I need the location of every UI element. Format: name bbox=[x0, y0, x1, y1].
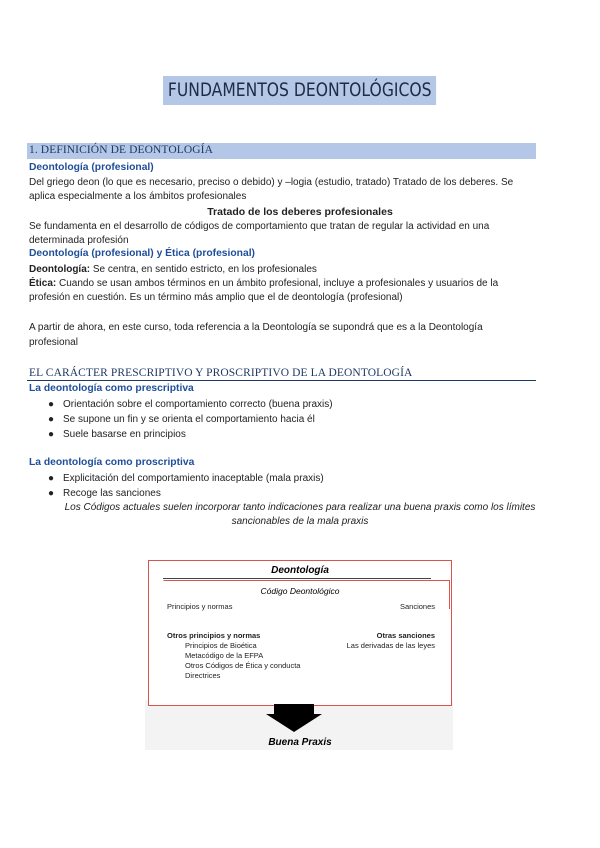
bullet-icon: ● bbox=[48, 488, 55, 499]
diagram-other-sanctions: Otras sanciones bbox=[376, 631, 435, 640]
diagram-principle-item: Otros Códigos de Ética y conducta bbox=[185, 661, 301, 670]
diagram-principle-item: Principios de Bioética bbox=[185, 641, 257, 650]
proscriptiva-list bbox=[44, 471, 324, 501]
section1-paragraph2-line2: determinada profesión bbox=[29, 235, 129, 246]
bullet-icon: ● bbox=[48, 473, 55, 484]
section1-subheading-deontologia: Deontología (profesional) bbox=[29, 162, 154, 173]
etica-definition-line1 bbox=[29, 277, 571, 292]
section1-paragraph1-line1: Del griego deon (lo que es necesario, preciso o debido) y –logia (estudio, tratado) Tratado de los deberes. Se bbox=[29, 177, 514, 188]
diagram-subtitle: Código Deontológico bbox=[260, 586, 340, 596]
diagram-sanctions-label: Sanciones bbox=[399, 602, 435, 611]
section2-subheading-proscriptiva: La deontología como proscriptiva bbox=[29, 457, 195, 468]
bullet-icon: ● bbox=[48, 399, 55, 410]
bullet-icon: ● bbox=[48, 414, 55, 425]
title-wrap bbox=[0, 76, 600, 105]
section1-subheading-etica: Deontología (profesional) y Ética (profesional) bbox=[29, 248, 255, 259]
diagram-principle-item: Metacódigo de la EFPA bbox=[185, 651, 264, 660]
deontologia-diagram bbox=[148, 560, 452, 706]
section2-heading: EL CARÁCTER PRESCRIPTIVO Y PROSCRIPTIVO DE LA DEONTOLOGÍA bbox=[29, 367, 413, 379]
deontologia-text: Se centra, en sentido estricto, en los profesionales bbox=[90, 264, 317, 275]
section2-underline bbox=[27, 380, 536, 381]
prescriptiva-list bbox=[44, 397, 333, 442]
diagram-sanctions-item: Las derivadas de las leyes bbox=[346, 641, 435, 650]
section1-paragraph3-line1: A partir de ahora, en este curso, toda referencia a la Deontología se supondrá que es a la Deontología bbox=[29, 322, 483, 333]
deontologia-definition bbox=[29, 263, 571, 278]
diagram-principle-item: Directrices bbox=[185, 671, 221, 680]
codes-note-line1: Los Códigos actuales suelen incorporar tanto indicaciones para realizar una buena praxis como los límites bbox=[64, 502, 536, 513]
bullet-icon: ● bbox=[48, 429, 55, 440]
list-item: ● Explicitación del comportamiento inaceptable (mala praxis) bbox=[48, 473, 324, 484]
section1-paragraph2-line1: Se fundamenta en el desarrollo de códigos de comportamiento que tratan de regular la actividad en una bbox=[29, 221, 490, 232]
etica-text: Cuando se usan ambos términos en un ámbito profesional, incluye a profesionales y usuarios de la bbox=[56, 278, 499, 289]
section2-subheading-prescriptiva: La deontología como prescriptiva bbox=[29, 383, 194, 394]
diagram-title: Deontología bbox=[271, 565, 329, 576]
diagram-title-rule bbox=[163, 578, 431, 579]
section1-heading: 1. DEFINICIÓN DE DEONTOLOGÍA bbox=[29, 144, 214, 156]
list-item: ● Suele basarse en principios bbox=[48, 429, 186, 440]
down-arrow-icon bbox=[264, 704, 324, 732]
section1-paragraph3-line2: profesional bbox=[29, 337, 78, 348]
diagram-other-principles: Otros principios y normas bbox=[167, 631, 261, 640]
section1-paragraph1-line2: aplica especialmente a los ámbitos profesionales bbox=[29, 191, 247, 202]
center-bold-statement: Tratado de los deberes profesionales bbox=[207, 206, 393, 218]
etica-label: Ética: bbox=[29, 278, 57, 289]
codes-note-line2: sancionables de la mala praxis bbox=[231, 516, 369, 527]
deontologia-label: Deontología: bbox=[29, 264, 91, 275]
etica-definition-line2: profesión en cuestión. Es un término más amplio que el de deontología (profesional) bbox=[29, 292, 403, 303]
list-item: ● Recoge las sanciones bbox=[48, 488, 161, 499]
diagram-principles-label: Principios y normas bbox=[167, 602, 233, 611]
page-title: FUNDAMENTOS DEONTOLÓGICOS bbox=[163, 76, 436, 105]
diagram-final-label: Buena Praxis bbox=[268, 737, 332, 748]
list-item: ● Se supone un fin y se orienta el comportamiento hacia él bbox=[48, 414, 315, 425]
list-item: ● Orientación sobre el comportamiento correcto (buena praxis) bbox=[48, 399, 333, 410]
